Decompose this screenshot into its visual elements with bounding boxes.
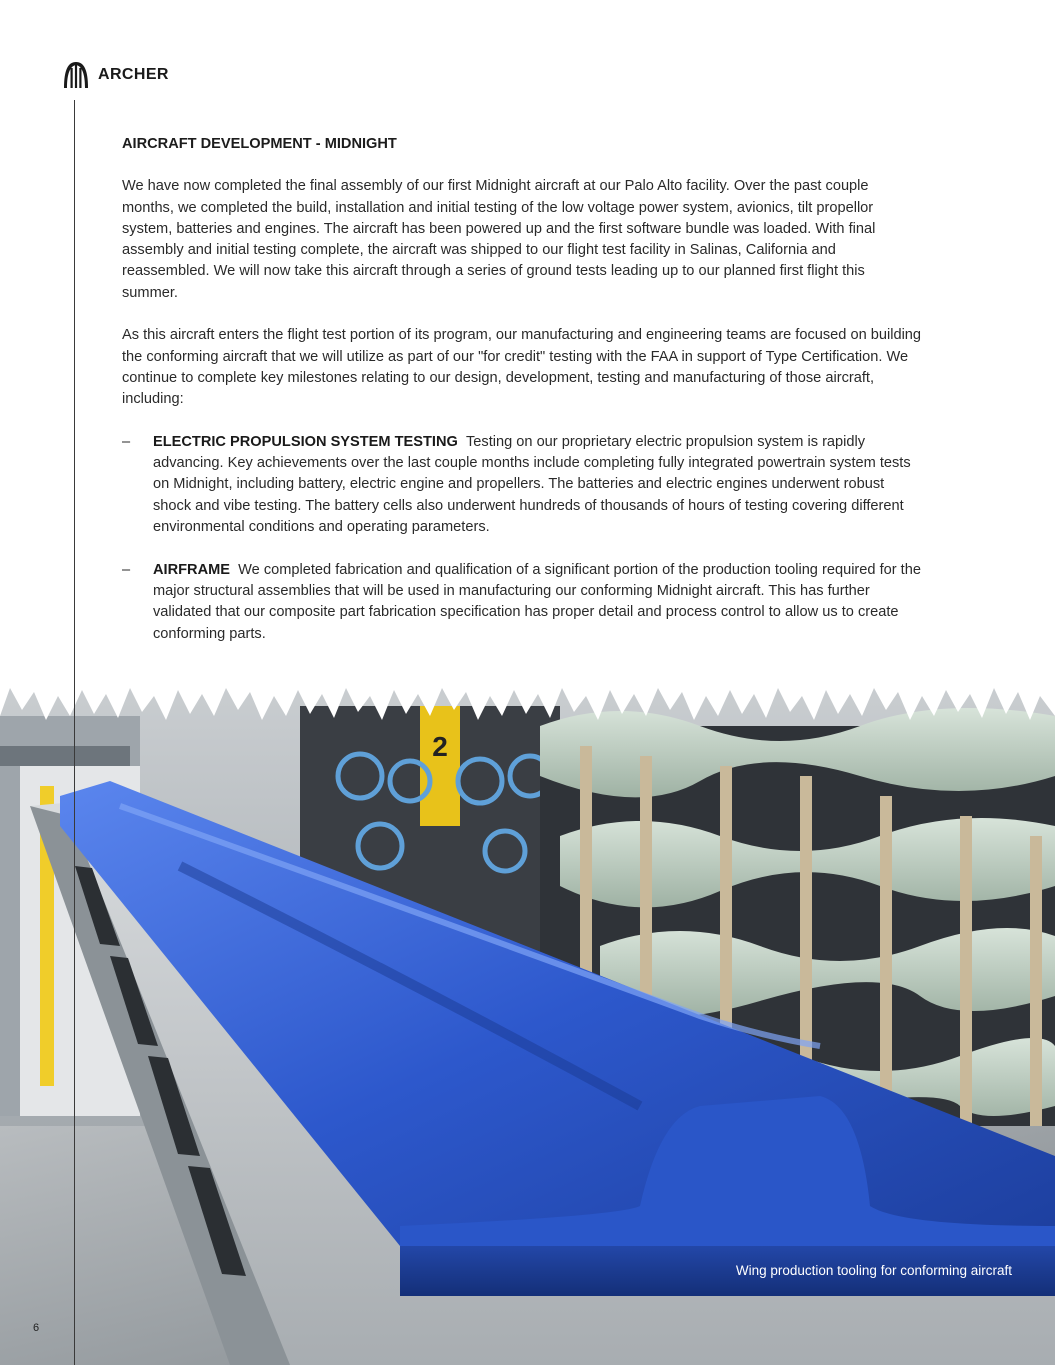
archer-logo — [62, 60, 169, 90]
archer-wing-mark-icon — [62, 60, 90, 90]
vertical-rule — [74, 100, 75, 1365]
bullet-text: Testing on our proprietary electric propulsion system is rapidly advancing. Key achievements over the last couple months include completing fully integrated powertrain system tests on Midnight, including battery, electric engine and propellers. The batteries and electric engines underwent robust shock and vibe testing. The battery cells also underwent hundreds of thousands of hours of testing covering different environmental conditions and operating parameters. — [153, 433, 911, 536]
bullet-airframe — [122, 560, 922, 645]
bullet-title: AIRFRAME — [153, 561, 231, 578]
section-content — [122, 134, 922, 666]
bullet-dash: – — [122, 433, 131, 450]
photo-caption: Wing production tooling for conforming aircraft — [735, 1263, 1012, 1278]
section-heading: AIRCRAFT DEVELOPMENT - MIDNIGHT — [122, 136, 397, 152]
page-number: 6 — [33, 1322, 40, 1334]
paragraph-2: As this aircraft enters the flight test portion of its program, our manufacturing and engineering teams are focused on building the conforming aircraft that we will utilize as part of our "for credit" testing with the FAA in support of Type Certification. We continue to complete key milestones relating to our design, development, testing and manufacturing of those aircraft, including: — [122, 327, 922, 408]
bullet-text: We completed fabrication and qualification of a significant portion of the production tooling required for the major structural assemblies that will be used in manufacturing our conforming Midnight aircraft. This has further validated that our composite part fabrication specification has proper detail and process control to allow us to create conforming parts. — [153, 561, 921, 642]
paragraph-1: We have now completed the final assembly of our first Midnight aircraft at our Palo Alto facility. Over the past couple months, we completed the build, installation and initial testing of the low voltage power system, avionics, tilt propellor system, batteries and engines. The aircraft has been powered up and the first software bundle was loaded. With final assembly and initial testing complete, the aircraft was shipped to our flight test facility in Salinas, California and reassembled. We will now take this aircraft through a series of ground tests leading up to our planned first flight this summer. — [122, 178, 876, 301]
bullet-propulsion — [122, 432, 922, 538]
bullet-dash: – — [122, 561, 131, 578]
bullet-title: ELECTRIC PROPULSION SYSTEM TESTING — [153, 433, 458, 450]
bay-sign: 2 — [432, 731, 448, 762]
brand-name: ARCHER — [98, 66, 169, 83]
